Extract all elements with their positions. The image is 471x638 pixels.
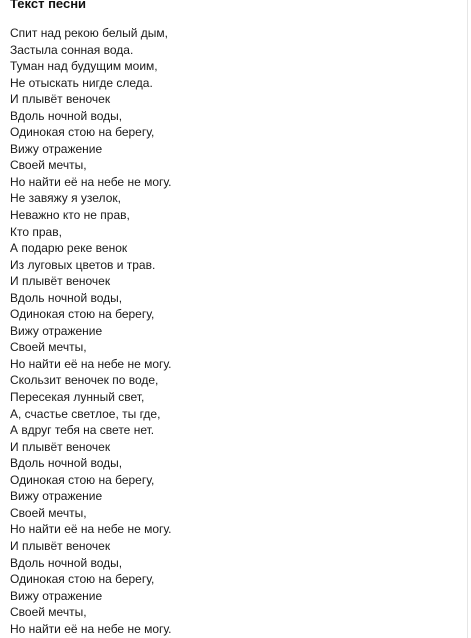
- lyrics-line: Туман над будущим моим,: [10, 59, 158, 74]
- lyrics-line: Вдоль ночной воды,: [10, 456, 123, 471]
- lyrics-line: А, счастье светлое, ты где,: [10, 406, 161, 421]
- lyrics-line: Спит над рекою белый дым,: [10, 26, 168, 40]
- lyrics-line: Своей мечты,: [10, 158, 87, 173]
- lyrics-line: И плывёт веночек: [10, 538, 111, 553]
- lyrics-line: Одинокая стою на берегу,: [10, 472, 155, 487]
- lyrics-line: Вдоль ночной воды,: [10, 290, 123, 305]
- lyrics-line: Но найти её на небе не могу.: [10, 174, 172, 189]
- lyrics-line: Не завяжу я узелок,: [10, 191, 121, 206]
- lyrics-line: Вдоль ночной воды,: [10, 555, 123, 570]
- lyrics-line: И плывёт веночек: [10, 439, 111, 454]
- lyrics-line: Скользит веночек по воде,: [10, 373, 159, 388]
- lyrics-title: Текст песни: [10, 0, 87, 11]
- lyrics-line: Но найти её на небе не могу.: [10, 356, 172, 371]
- lyrics-line: Одинокая стою на берегу,: [10, 572, 155, 587]
- lyrics-line: И плывёт веночек: [10, 92, 111, 107]
- lyrics-line: А вдруг тебя на свете нет.: [10, 423, 155, 438]
- lyrics-line: Вижу отражение: [10, 489, 103, 504]
- lyrics-line: Но найти её на небе не могу.: [10, 522, 172, 537]
- lyrics-line: Вижу отражение: [10, 141, 103, 156]
- lyrics-line: Вдоль ночной воды,: [10, 108, 123, 123]
- lyrics-line: Но найти её на небе не могу.: [10, 621, 172, 636]
- lyrics-line: Своей мечты,: [10, 605, 87, 620]
- lyrics-line: Застыла сонная вода.: [10, 42, 134, 57]
- lyrics-line: И плывёт веночек: [10, 274, 111, 289]
- lyrics-line: Неважно кто не прав,: [10, 208, 130, 223]
- lyrics-line: А подарю реке венок: [10, 241, 128, 256]
- lyrics-line: Своей мечты,: [10, 505, 87, 520]
- lyrics-line: Из луговых цветов и трав.: [10, 257, 156, 272]
- lyrics-lines: [10, 25, 172, 637]
- lyrics-line: Одинокая стою на берегу,: [10, 125, 155, 140]
- lyrics-line: Своей мечты,: [10, 340, 87, 355]
- lyrics-line: Кто прав,: [10, 224, 62, 239]
- lyrics-line: Одинокая стою на берегу,: [10, 307, 155, 322]
- lyrics-line: Вижу отражение: [10, 323, 103, 338]
- lyrics-line: Пересекая лунный свет,: [10, 390, 145, 405]
- lyrics-line: Вижу отражение: [10, 588, 103, 603]
- lyrics-line: Не отыскать нигде следа.: [10, 75, 153, 90]
